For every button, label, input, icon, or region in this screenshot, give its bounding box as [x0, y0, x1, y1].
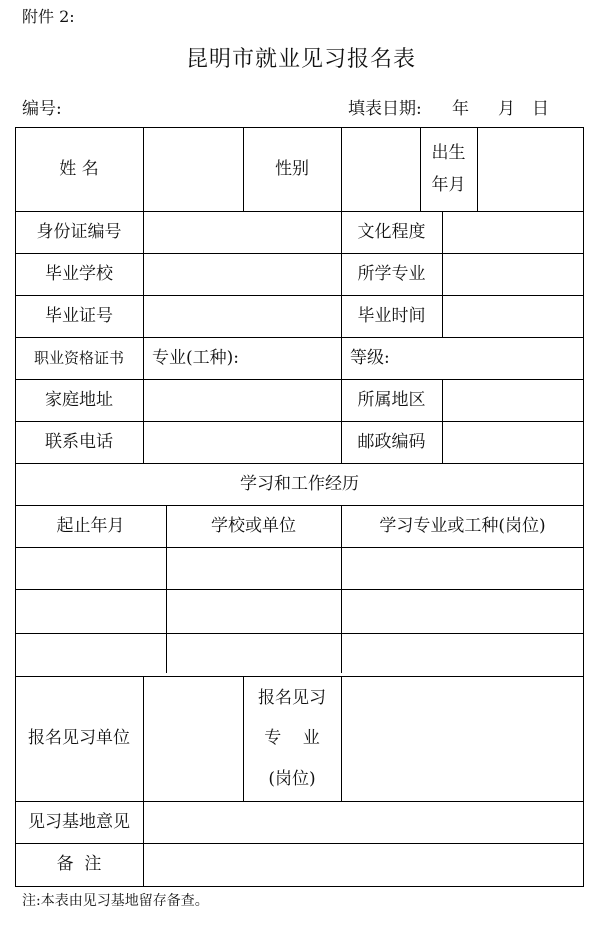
phone-label: 联系电话: [45, 431, 113, 452]
apply-major-line1: 报名见习: [258, 687, 326, 708]
school-label: 毕业学校: [45, 263, 113, 284]
fill-date-day: 日: [532, 99, 549, 119]
school-field[interactable]: [144, 254, 340, 294]
id-number-label: 身份证编号: [36, 221, 122, 242]
history-role-field[interactable]: [342, 590, 582, 632]
birth-label-line2: 年月: [431, 175, 466, 195]
region-field[interactable]: [443, 380, 582, 420]
history-period-header: 起止年月: [56, 515, 125, 536]
name-field[interactable]: [144, 128, 242, 210]
history-period-field[interactable]: [16, 548, 165, 588]
major-label: 所学专业: [357, 263, 426, 284]
history-unit-field[interactable]: [167, 590, 340, 632]
postcode-label: 邮政编码: [357, 431, 426, 452]
history-unit-field[interactable]: [167, 634, 340, 673]
fill-date-year: 年: [452, 99, 469, 119]
attachment-label: 附件 2:: [22, 7, 75, 26]
registration-form: [15, 127, 584, 887]
level-field[interactable]: [342, 338, 582, 378]
graduation-time-field[interactable]: [443, 296, 582, 336]
fill-date-label: 填表日期:: [348, 99, 422, 119]
id-number-field[interactable]: [144, 212, 340, 252]
fill-date-month: 月: [498, 99, 515, 119]
apply-major-line3: (岗位): [268, 768, 316, 789]
form-border-bottom: [15, 886, 584, 887]
remarks-label: 备 注: [56, 854, 102, 875]
graduation-time-label: 毕业时间: [357, 305, 426, 326]
major-field[interactable]: [443, 254, 582, 294]
postcode-field[interactable]: [443, 422, 582, 462]
birth-date-label: [420, 127, 477, 211]
base-opinion-label: 见习基地意见: [28, 811, 130, 832]
history-role-field[interactable]: [342, 634, 582, 673]
specialty-label: 专业(工种):: [152, 347, 239, 368]
form-title: 昆明市就业见习报名表: [185, 47, 416, 72]
diploma-number-label: 毕业证号: [45, 305, 113, 326]
diploma-number-field[interactable]: [144, 296, 340, 336]
education-label: 文化程度: [357, 221, 426, 242]
apply-unit-label: 报名见习单位: [28, 728, 130, 749]
history-field-header: 学习专业或工种(岗位): [379, 515, 546, 536]
serial-number-label: 编号:: [22, 99, 62, 119]
birth-date-field[interactable]: [478, 128, 582, 210]
phone-field[interactable]: [144, 422, 340, 462]
address-label: 家庭地址: [45, 389, 113, 410]
history-role-field[interactable]: [342, 548, 582, 588]
history-period-field[interactable]: [16, 590, 165, 632]
remarks-field[interactable]: [144, 844, 582, 885]
apply-major-label: [243, 676, 341, 801]
address-field[interactable]: [144, 380, 340, 420]
history-period-field[interactable]: [16, 634, 165, 673]
history-section-title: 学习和工作经历: [240, 473, 359, 494]
level-label: 等级:: [350, 347, 390, 368]
apply-major-line2: 专 业: [264, 728, 320, 749]
education-field[interactable]: [443, 212, 582, 252]
footnote: 注:本表由见习基地留存备查。: [22, 893, 209, 909]
gender-field[interactable]: [342, 128, 419, 210]
history-unit-header: 学校或单位: [211, 515, 296, 536]
apply-unit-field[interactable]: [144, 677, 242, 800]
apply-major-field[interactable]: [342, 677, 582, 800]
gender-label: 性别: [275, 158, 309, 179]
name-label: 姓 名: [59, 158, 99, 179]
region-label: 所属地区: [357, 389, 426, 410]
qualification-label: 职业资格证书: [33, 349, 124, 367]
base-opinion-field[interactable]: [144, 802, 582, 842]
specialty-field[interactable]: [144, 338, 340, 378]
history-unit-field[interactable]: [167, 548, 340, 588]
birth-label-line1: 出生: [431, 142, 466, 163]
fill-date: [348, 94, 549, 119]
